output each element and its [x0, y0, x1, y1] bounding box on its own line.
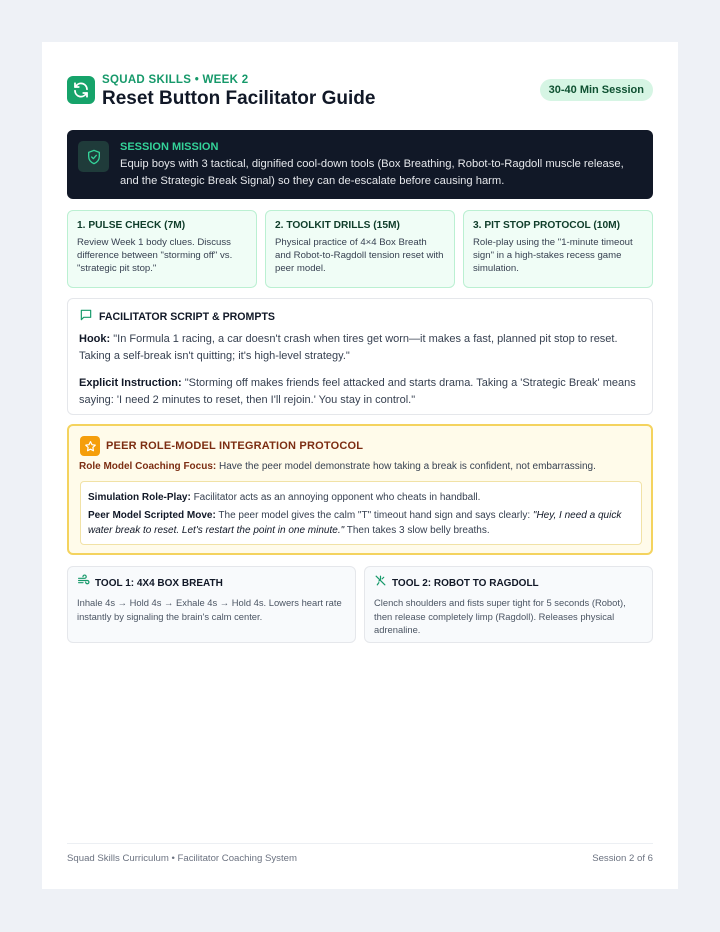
tool-body: Clench shoulders and fists super tight for 5 seconds (Robot), then release completely limp (Ragdoll). Releases physical adrenaline.: [374, 597, 626, 635]
footer-divider: [67, 843, 653, 844]
session-length-badge: 30-40 Min Session: [540, 79, 653, 101]
footer-curriculum: Squad Skills Curriculum • Facilitator Coaching System: [67, 853, 297, 864]
move-label: Peer Model Scripted Move:: [88, 510, 216, 521]
phase-card-toolkit-drills: [265, 210, 455, 288]
move-text: The peer model gives the calm "T" timeout hand sign and says clearly:: [218, 510, 531, 521]
tool-heading-row: [77, 576, 346, 590]
simulation-roleplay: [88, 490, 634, 505]
peer-protocol-panel: [67, 424, 653, 555]
star-icon: [80, 436, 100, 456]
move-quote: "Hey, I need a quick water break to reset. Let's restart the point in one minute.": [88, 510, 622, 536]
page-header: [67, 74, 653, 118]
tool-title: TOOL 2: ROBOT TO RAGDOLL: [392, 577, 539, 589]
phase-title: 1. PULSE CHECK (7M): [77, 220, 186, 231]
footer-session-count: Session 2 of 6: [592, 853, 653, 864]
phase-body: Physical practice of 4×4 Box Breath and Robot-to-Ragdoll tension reset with peer model.: [275, 237, 444, 274]
refresh-icon: [67, 76, 95, 104]
mission-text: Equip boys with 3 tactical, dignified cool-down tools (Box Breathing, Robot-to-Ragdoll muscle release, and the Strategic Break Signal) so they can de-escalate before causing harm.: [120, 158, 624, 187]
peer-coaching-focus: [79, 461, 639, 472]
script-heading: FACILITATOR SCRIPT & PROMPTS: [99, 311, 275, 323]
tool-body: Inhale 4s → Hold 4s → Exhale 4s → Hold 4s. Lowers heart rate instantly by signaling the brain's calm center.: [77, 597, 342, 622]
tool-heading-row: [374, 576, 643, 590]
guide-page: [42, 42, 678, 889]
focus-label: Role Model Coaching Focus:: [79, 461, 217, 472]
phase-body: Review Week 1 body clues. Discuss difference between "storming off" vs. "strategic pit stop.": [77, 237, 233, 274]
chat-icon: [79, 308, 93, 327]
move-tail: Then takes 3 slow belly breaths.: [346, 525, 490, 536]
tool-card-box-breath: [67, 566, 356, 643]
phase-title: 3. PIT STOP PROTOCOL (10M): [473, 220, 620, 231]
sim-label: Simulation Role-Play:: [88, 492, 191, 503]
phase-card-pulse-check: [67, 210, 257, 288]
header-kicker: SQUAD SKILLS • WEEK 2: [102, 74, 249, 86]
instruction-text: "Storming off makes friends feel attacked and starts drama. Taking a 'Strategic Break' means saying: 'I need 2 minutes to reset, then I'll rejoin.' You stay in control.": [79, 377, 636, 406]
focus-text: Have the peer model demonstrate how taking a break is confident, not embarrassing.: [219, 461, 596, 472]
instruction-label: Explicit Instruction:: [79, 377, 182, 389]
peer-scripted-move: [88, 508, 634, 538]
shield-check-icon: [78, 141, 109, 172]
script-heading-row: [79, 309, 641, 325]
hook-label: Hook:: [79, 333, 111, 345]
phase-title: 2. TOOLKIT DRILLS (15M): [275, 220, 400, 231]
sim-text: Facilitator acts as an annoying opponent who cheats in handball.: [193, 492, 481, 503]
mission-label: SESSION MISSION: [120, 141, 219, 153]
phase-card-pit-stop: [463, 210, 653, 288]
peer-simulation-box: [80, 481, 642, 545]
session-mission-panel: [67, 130, 653, 199]
script-instruction: [79, 375, 641, 409]
tool-card-robot-ragdoll: [364, 566, 653, 643]
muscle-release-icon: [374, 574, 387, 592]
phase-body: Role-play using the "1-minute timeout sign" in a high-stakes recess game simulation.: [473, 237, 633, 274]
page-title: Reset Button Facilitator Guide: [102, 88, 376, 109]
hook-text: "In Formula 1 racing, a car doesn't crash when tires get worn—it makes a fast, planned pit stop to reset. Taking a self-break isn't quitting; it's high-level strategy.": [79, 333, 618, 362]
script-hook: [79, 331, 641, 365]
facilitator-script-panel: [67, 298, 653, 415]
peer-protocol-heading: PEER ROLE-MODEL INTEGRATION PROTOCOL: [106, 440, 364, 452]
tool-title: TOOL 1: 4X4 BOX BREATH: [95, 577, 223, 589]
wind-icon: [77, 574, 90, 592]
